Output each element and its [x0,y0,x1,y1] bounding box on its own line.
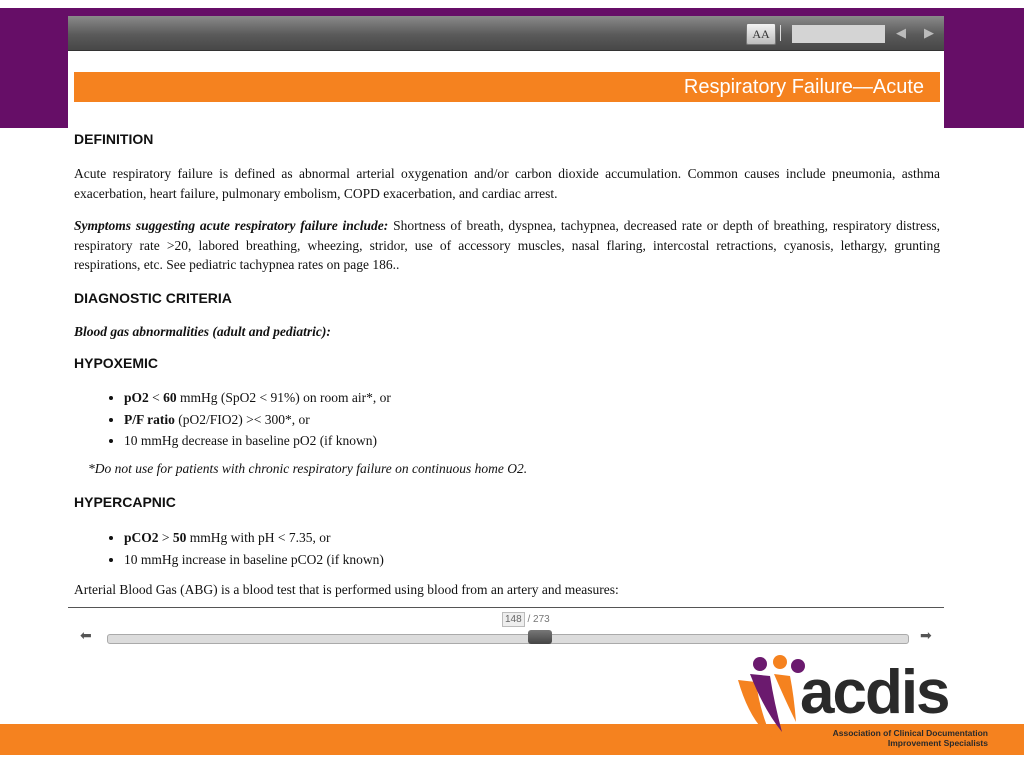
page-scrubber-track[interactable] [107,634,909,644]
symptoms-lead: Symptoms suggesting acute respiratory failure include: [74,218,389,233]
logo-subtitle: Association of Clinical Documentation Improvement Specialists [832,728,988,748]
symptoms-paragraph [74,216,940,275]
hypercapnic-list [104,527,384,570]
font-size-button[interactable] [746,23,776,45]
hypoxemic-heading: HYPOXEMIC [74,355,159,371]
logo-wordmark: acdis [800,658,949,727]
page-indicator [502,612,550,627]
list-item: • 10 mmHg decrease in baseline pO2 (if known) [124,430,391,452]
hypercapnic-heading: HYPERCAPNIC [74,494,176,510]
list-item: • pCO2 > 50 mmHg with pH < 7.35, or [124,527,384,549]
list-item: • pO2 < 60 mmHg (SpO2 < 91%) on room air*, or [124,387,391,409]
arrow-left-icon[interactable]: ⬅ [80,629,92,644]
current-page[interactable]: 148 [502,612,525,627]
previous-page-icon[interactable]: ◀ [896,25,906,40]
ebook-reader [68,16,944,626]
list-item: • P/F ratio (pO2/FIO2) >< 300*, or [124,409,391,431]
hypoxemic-list [104,387,391,452]
font-size-icon: AA [752,27,770,41]
diagnostic-criteria-heading: DIAGNOSTIC CRITERIA [74,290,232,306]
hypoxemic-footnote: *Do not use for patients with chronic respiratory failure on continuous home O2. [88,461,528,476]
definition-text: Acute respiratory failure is defined as abnormal arterial oxygenation and/or carbon dioxide accumulation. Common causes include pneumonia, asthma exacerbation, heart failure, pulmonary embolism, COPD exacerbation, and cardiac arrest. [74,166,940,201]
chapter-title: Respiratory Failure—Acute [683,76,924,98]
toolbar-divider [780,25,781,41]
content-divider [68,607,944,608]
blood-gas-label: Blood gas abnormalities (adult and pediatric): [74,324,331,339]
symptoms-text: Shortness of breath, dyspnea, tachypnea, decreased rate or depth of breathing, respiratory distress, respiratory rate >20, labored breathing, wheezing, stridor, use of accessory muscles, nasal flaring, intercostal retractions, cyanosis, lethargy, grunting respirations, etc. See pediatric tachypnea rates on page 186.. [74,218,940,272]
reader-toolbar [68,16,944,51]
top-margin [0,0,1024,8]
acdis-logo [730,652,998,756]
chapter-banner [74,72,940,102]
arrow-right-icon[interactable]: ➡ [920,629,932,644]
abg-text: Arterial Blood Gas (ABG) is a blood test that is performed using blood from an artery and measures: [74,582,619,597]
page-scrubber-handle[interactable] [528,630,552,644]
search-input[interactable] [792,25,885,43]
next-page-icon[interactable]: ▶ [924,25,934,40]
list-item: • 10 mmHg increase in baseline pCO2 (if known) [124,549,384,571]
definition-heading: DEFINITION [74,131,154,147]
total-pages: / 273 [527,614,550,625]
